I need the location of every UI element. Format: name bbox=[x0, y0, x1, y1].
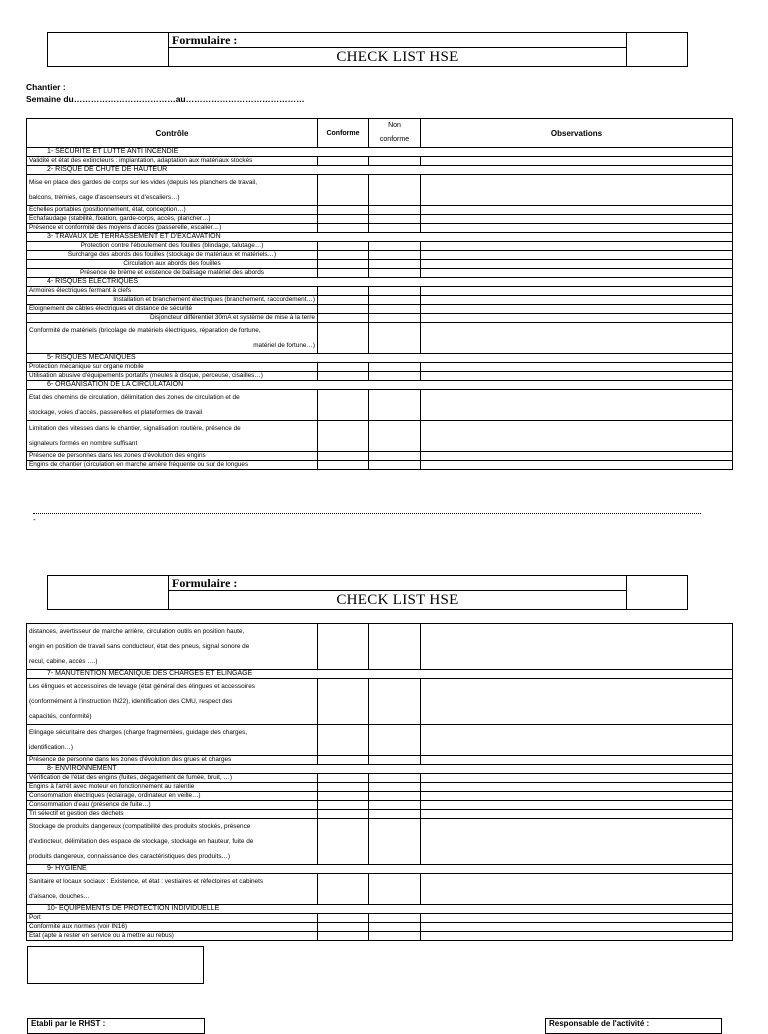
control-text: Echelles portables (positionnement, état, conception…) bbox=[29, 206, 186, 213]
control-text: Protection contre l'éboulement des fouilles (blindage, talutage…) bbox=[80, 242, 264, 249]
non-conforme-cell[interactable] bbox=[369, 323, 421, 354]
observation-cell[interactable] bbox=[421, 323, 733, 354]
section-row bbox=[27, 148, 733, 157]
control-text: matériel de fortune…) bbox=[253, 342, 315, 349]
control-item bbox=[27, 783, 318, 792]
non-conforme-cell[interactable] bbox=[369, 215, 421, 224]
col-header-non-conforme bbox=[369, 119, 421, 148]
checklist-row bbox=[27, 792, 733, 801]
non-conforme-cell[interactable] bbox=[369, 296, 421, 305]
control-text: Stockage de produits dangereux (compatibilité des produits stockés, présence bbox=[29, 823, 251, 830]
non-label: Non bbox=[388, 122, 401, 129]
form-label: Formulaire : bbox=[169, 576, 627, 591]
control-text: Installation et branchement électriques (branchement, raccordement…) bbox=[113, 296, 315, 303]
observation-cell[interactable] bbox=[421, 175, 733, 206]
non-conforme-cell[interactable] bbox=[369, 874, 421, 905]
observation-cell[interactable] bbox=[421, 874, 733, 905]
observation-cell[interactable] bbox=[421, 269, 733, 278]
non-conforme-cell[interactable] bbox=[369, 251, 421, 260]
non-conforme-cell[interactable] bbox=[369, 461, 421, 470]
conforme-cell[interactable] bbox=[318, 914, 369, 923]
control-text: recul, cabine, accès ….) bbox=[29, 658, 98, 665]
control-item bbox=[27, 624, 318, 670]
observation-cell[interactable] bbox=[421, 819, 733, 865]
observation-cell[interactable] bbox=[421, 792, 733, 801]
observation-cell[interactable] bbox=[421, 224, 733, 233]
control-text: Présence de personnes dans les zones d'évolution des engins bbox=[29, 452, 206, 459]
logo-box bbox=[48, 576, 169, 610]
checklist-row bbox=[27, 774, 733, 783]
non-conforme-cell[interactable] bbox=[369, 914, 421, 923]
control-text: Protection mécanique sur organe mobile bbox=[29, 363, 144, 370]
checklist-row bbox=[27, 251, 733, 260]
control-item bbox=[27, 157, 318, 166]
section-title: 2- RISQUE DE CHUTE DE HAUTEUR bbox=[27, 166, 733, 175]
section-title: 7- MANUTENTION MECANIQUE DES CHARGES ET ELINGAGE bbox=[27, 670, 733, 679]
observation-cell[interactable] bbox=[421, 314, 733, 323]
non-conforme-cell[interactable] bbox=[369, 287, 421, 296]
observation-cell[interactable] bbox=[421, 783, 733, 792]
checklist-row bbox=[27, 363, 733, 372]
control-text: signaleurs formés en nombre suffisant bbox=[29, 440, 138, 447]
observation-cell[interactable] bbox=[421, 810, 733, 819]
control-text: Etat (apte à rester en service ou à mettre au rebus) bbox=[29, 932, 174, 939]
signature-responsable: Responsable de l'activité : bbox=[545, 1018, 722, 1034]
control-item bbox=[27, 305, 318, 314]
control-item bbox=[27, 774, 318, 783]
conforme-cell[interactable] bbox=[318, 756, 369, 765]
control-text: distances, avertisseur de marche arrière, circulation outils en position haute, bbox=[29, 628, 245, 635]
non-conforme-cell[interactable] bbox=[369, 363, 421, 372]
ref-box bbox=[627, 576, 688, 610]
checklist-table-page2 bbox=[26, 623, 733, 941]
observation-cell[interactable] bbox=[421, 390, 733, 421]
conforme-cell[interactable] bbox=[318, 874, 369, 905]
control-item bbox=[27, 224, 318, 233]
conforme-cell[interactable] bbox=[318, 157, 369, 166]
non-conforme-cell[interactable] bbox=[369, 679, 421, 725]
control-text: balcons, trémies, cage d'ascenseurs et d'escaliers…) bbox=[29, 194, 180, 201]
notes-box bbox=[27, 946, 204, 984]
checklist-row bbox=[27, 874, 733, 905]
checklist-row bbox=[27, 783, 733, 792]
checklist-row bbox=[27, 287, 733, 296]
control-item bbox=[27, 801, 318, 810]
observation-cell[interactable] bbox=[421, 756, 733, 765]
conforme-cell[interactable] bbox=[318, 624, 369, 670]
control-text: Engins à l'arrêt avec moteur en fonctionnement au ralentie bbox=[29, 783, 195, 790]
checklist-row bbox=[27, 269, 733, 278]
conforme-cell[interactable] bbox=[318, 801, 369, 810]
conforme-cell[interactable] bbox=[318, 810, 369, 819]
observation-cell[interactable] bbox=[421, 679, 733, 725]
control-text: Circulation aux abords des fouilles bbox=[123, 260, 221, 267]
control-text: Validité et état des extincteurs : implantation, adaptation aux matériaux stockés bbox=[29, 157, 253, 164]
control-text: Conformité aux normes (voir IN16) bbox=[29, 923, 128, 930]
form-header-1 bbox=[47, 32, 688, 67]
control-item bbox=[27, 260, 318, 269]
observation-cell[interactable] bbox=[421, 624, 733, 670]
section-row bbox=[27, 381, 733, 390]
observation-cell[interactable] bbox=[421, 296, 733, 305]
section-row bbox=[27, 765, 733, 774]
non-conforme-cell[interactable] bbox=[369, 390, 421, 421]
checklist-row bbox=[27, 157, 733, 166]
control-item bbox=[27, 242, 318, 251]
control-text: d'extincteur, délimitation des espace de stockage, stockage en hauteur, fuite de bbox=[29, 838, 254, 845]
logo-box bbox=[48, 33, 169, 67]
checklist-row bbox=[27, 260, 733, 269]
control-item bbox=[27, 932, 318, 941]
conforme-cell[interactable] bbox=[318, 725, 369, 756]
conforme-cell[interactable] bbox=[318, 390, 369, 421]
non-conforme-cell[interactable] bbox=[369, 819, 421, 865]
observation-cell[interactable] bbox=[421, 801, 733, 810]
checklist-row bbox=[27, 923, 733, 932]
conforme-cell[interactable] bbox=[318, 206, 369, 215]
control-text: Les élingues et accessoires de levage (état général des élingues et accessoires bbox=[29, 683, 255, 690]
col-header-conforme: Conforme bbox=[318, 119, 369, 148]
section-row bbox=[27, 233, 733, 242]
non-conforme-cell[interactable] bbox=[369, 314, 421, 323]
checklist-row bbox=[27, 305, 733, 314]
control-text: Armoires électriques fermant à clefs bbox=[29, 287, 131, 294]
observation-cell[interactable] bbox=[421, 260, 733, 269]
conforme-cell[interactable] bbox=[318, 314, 369, 323]
control-item bbox=[27, 390, 318, 421]
col-header-observations: Observations bbox=[421, 119, 733, 148]
control-text: stockage, voies d'accès, passerelles et plateformes de travail bbox=[29, 409, 203, 416]
conforme-cell[interactable] bbox=[318, 363, 369, 372]
checklist-row bbox=[27, 810, 733, 819]
non-conforme-cell[interactable] bbox=[369, 452, 421, 461]
checklist-row bbox=[27, 819, 733, 865]
section-row bbox=[27, 670, 733, 679]
control-text: identification…) bbox=[29, 744, 74, 751]
checklist-body-page1 bbox=[27, 148, 733, 470]
checklist-row bbox=[27, 624, 733, 670]
observation-cell[interactable] bbox=[421, 305, 733, 314]
non-conforme-cell[interactable] bbox=[369, 242, 421, 251]
conforme-cell[interactable] bbox=[318, 269, 369, 278]
control-text: produits dangereux, connaissance des caractéristiques des produits…) bbox=[29, 853, 231, 860]
observation-cell[interactable] bbox=[421, 932, 733, 941]
control-item bbox=[27, 372, 318, 381]
checklist-row bbox=[27, 461, 733, 470]
control-text: Elingage sécuritaire des charges (charge fragmentées, guidage des charges, bbox=[29, 729, 248, 736]
col-header-controle: Contrôle bbox=[27, 119, 318, 148]
control-item bbox=[27, 287, 318, 296]
conforme-cell[interactable] bbox=[318, 792, 369, 801]
non-conforme-cell[interactable] bbox=[369, 756, 421, 765]
control-text: Surcharge des abords des fouilles (stockage de matériaux et matériels…) bbox=[67, 251, 277, 258]
section-title: 4- RISQUES ELECTRIQUES bbox=[27, 278, 733, 287]
control-text: Eloignement de câbles électriques et distance de sécurité bbox=[29, 305, 193, 312]
control-text: capacités, conformité) bbox=[29, 713, 92, 720]
control-text: Limitation des vitesses dans le chantier, signalisation routière, présence de bbox=[29, 425, 241, 432]
form-title: CHECK LIST HSE bbox=[169, 591, 627, 610]
non-conforme-cell[interactable] bbox=[369, 792, 421, 801]
control-text: Tri sélectif et gestion des déchets bbox=[29, 810, 124, 817]
observation-cell[interactable] bbox=[421, 452, 733, 461]
observation-cell[interactable] bbox=[421, 725, 733, 756]
section-title: 10- EQUIPEMENTS DE PROTECTION INDIVIDUELLE bbox=[27, 905, 733, 914]
conforme-cell[interactable] bbox=[318, 175, 369, 206]
conforme-cell[interactable] bbox=[318, 774, 369, 783]
conforme-cell[interactable] bbox=[318, 679, 369, 725]
non-conforme-cell[interactable] bbox=[369, 269, 421, 278]
divider-dash: - bbox=[33, 515, 36, 524]
section-title: 3- TRAVAUX DE TERRASSEMENT ET D'EXCAVATION bbox=[27, 233, 733, 242]
conforme-cell[interactable] bbox=[318, 923, 369, 932]
control-item bbox=[27, 679, 318, 725]
conforme-cell[interactable] bbox=[318, 421, 369, 452]
checklist-row bbox=[27, 679, 733, 725]
section-title: 5- RISQUES MECANIQUES bbox=[27, 354, 733, 363]
control-item bbox=[27, 215, 318, 224]
conforme-cell[interactable] bbox=[318, 215, 369, 224]
observation-cell[interactable] bbox=[421, 421, 733, 452]
observation-cell[interactable] bbox=[421, 242, 733, 251]
control-item bbox=[27, 819, 318, 865]
conforme-cell[interactable] bbox=[318, 461, 369, 470]
form-header-2 bbox=[47, 575, 688, 610]
observation-cell[interactable] bbox=[421, 157, 733, 166]
control-text: Conformité de matériels (bricolage de matériels électriques, réparation de fortune, bbox=[29, 327, 261, 334]
section-row bbox=[27, 905, 733, 914]
conforme-cell[interactable] bbox=[318, 224, 369, 233]
non-conforme-cell[interactable] bbox=[369, 260, 421, 269]
checklist-row bbox=[27, 323, 733, 354]
section-row bbox=[27, 166, 733, 175]
checklist-row bbox=[27, 914, 733, 923]
conforme-cell[interactable] bbox=[318, 242, 369, 251]
observation-cell[interactable] bbox=[421, 215, 733, 224]
control-text: Engins de chantier (circulation en marche arrière fréquente ou sur de longues bbox=[29, 461, 249, 468]
checklist-row bbox=[27, 242, 733, 251]
observation-cell[interactable] bbox=[421, 923, 733, 932]
checklist-row bbox=[27, 932, 733, 941]
non-conforme-cell[interactable] bbox=[369, 224, 421, 233]
non-conforme-cell[interactable] bbox=[369, 157, 421, 166]
control-text: Etat des chemins de circulation, délimitation des zones de circulation et de bbox=[29, 394, 240, 401]
control-text: Utilisation abusive d'équipements portatifs (meules à disque, perceuse, cisailles…) bbox=[29, 372, 263, 379]
non-conforme-cell[interactable] bbox=[369, 421, 421, 452]
control-item bbox=[27, 175, 318, 206]
non-conforme-cell[interactable] bbox=[369, 774, 421, 783]
conforme-cell[interactable] bbox=[318, 452, 369, 461]
checklist-body-page2 bbox=[27, 624, 733, 941]
signature-rhst: Etabli par le RHST : bbox=[27, 1018, 205, 1034]
control-item bbox=[27, 461, 318, 470]
control-item bbox=[27, 725, 318, 756]
checklist-row bbox=[27, 224, 733, 233]
checklist-row bbox=[27, 725, 733, 756]
page-divider bbox=[33, 513, 701, 514]
conforme-cell[interactable] bbox=[318, 323, 369, 354]
checklist-row bbox=[27, 175, 733, 206]
control-item bbox=[27, 421, 318, 452]
non-conforme-cell[interactable] bbox=[369, 783, 421, 792]
conforme-cell[interactable] bbox=[318, 296, 369, 305]
control-text: Présence de brème et existence de balisage matériel des abords bbox=[79, 269, 264, 276]
control-text: Présence de personne dans les zones d'évolution des grues et charges bbox=[29, 756, 232, 763]
section-row bbox=[27, 865, 733, 874]
observation-cell[interactable] bbox=[421, 461, 733, 470]
non-conforme-cell[interactable] bbox=[369, 801, 421, 810]
control-text: Mise en place des gardes de corps sur les vides (depuis les planchers de travail, bbox=[29, 179, 258, 186]
conforme-cell[interactable] bbox=[318, 251, 369, 260]
control-text: engin en position de travail sans conducteur, état des pneus, signal sonore de bbox=[29, 643, 250, 650]
control-text: (conformément à l'instruction IN22), identification des CMU, respect des bbox=[29, 698, 233, 705]
control-text: Disjoncteur différentiel 30mA et système de mise à la terre bbox=[149, 314, 315, 321]
checklist-row bbox=[27, 801, 733, 810]
control-item bbox=[27, 269, 318, 278]
checklist-row bbox=[27, 296, 733, 305]
non-conforme-cell[interactable] bbox=[369, 923, 421, 932]
control-item bbox=[27, 296, 318, 305]
control-item bbox=[27, 314, 318, 323]
checklist-row bbox=[27, 452, 733, 461]
conforme-cell[interactable] bbox=[318, 287, 369, 296]
control-text: Consommation d'eau (présence de fuite…) bbox=[29, 801, 151, 808]
chantier-label: Chantier : bbox=[26, 82, 66, 92]
conforme-cell[interactable] bbox=[318, 305, 369, 314]
control-item bbox=[27, 323, 318, 354]
control-text: Sanitaire et locaux sociaux : Existence, et état : vestiaires et réfectoires et cabinets bbox=[29, 878, 264, 885]
checklist-row bbox=[27, 390, 733, 421]
non-conforme-cell[interactable] bbox=[369, 372, 421, 381]
section-row bbox=[27, 354, 733, 363]
non-conforme-cell[interactable] bbox=[369, 725, 421, 756]
non-conforme-cell[interactable] bbox=[369, 175, 421, 206]
non-conforme-cell[interactable] bbox=[369, 305, 421, 314]
semaine-label: Semaine du………………………………au…………………………………… bbox=[26, 94, 305, 104]
form-label: Formulaire : bbox=[169, 33, 627, 48]
control-item bbox=[27, 923, 318, 932]
section-title: 1- SECURITE ET LUTTE ANTI INCENDIE bbox=[27, 148, 733, 157]
conforme-cell[interactable] bbox=[318, 260, 369, 269]
control-item bbox=[27, 792, 318, 801]
section-row bbox=[27, 278, 733, 287]
ref-box bbox=[627, 33, 688, 67]
control-text: d'aisance, douches… bbox=[29, 893, 90, 900]
control-item bbox=[27, 810, 318, 819]
control-item bbox=[27, 251, 318, 260]
observation-cell[interactable] bbox=[421, 206, 733, 215]
checklist-table-page1 bbox=[26, 118, 733, 470]
chantier-info bbox=[26, 81, 305, 105]
observation-cell[interactable] bbox=[421, 287, 733, 296]
non-conforme-cell[interactable] bbox=[369, 624, 421, 670]
control-text: Port bbox=[29, 914, 41, 921]
conforme-cell[interactable] bbox=[318, 819, 369, 865]
checklist-row bbox=[27, 421, 733, 452]
checklist-row bbox=[27, 206, 733, 215]
section-title: 8- ENVIRONNEMENT bbox=[27, 765, 733, 774]
conforme-cell[interactable] bbox=[318, 783, 369, 792]
observation-cell[interactable] bbox=[421, 363, 733, 372]
checklist-row bbox=[27, 372, 733, 381]
observation-cell[interactable] bbox=[421, 372, 733, 381]
conforme-cell[interactable] bbox=[318, 932, 369, 941]
control-text: Echafaudage (stabilité, fixation, garde-corps, accès, plancher…) bbox=[29, 215, 211, 222]
control-text: Consommation électriques (éclairage, ordinateur en veille…) bbox=[29, 792, 201, 799]
control-item bbox=[27, 363, 318, 372]
control-item bbox=[27, 452, 318, 461]
control-text: Présence et conformité des moyens d'accès (passerelle, escalier…) bbox=[29, 224, 222, 231]
checklist-row bbox=[27, 215, 733, 224]
conforme-label: conforme bbox=[379, 136, 410, 143]
non-conforme-cell[interactable] bbox=[369, 810, 421, 819]
checklist-row bbox=[27, 756, 733, 765]
observation-cell[interactable] bbox=[421, 774, 733, 783]
section-title: 6- ORGANISATION DE LA CIRCULATAION bbox=[27, 381, 733, 390]
checklist-row bbox=[27, 314, 733, 323]
control-item bbox=[27, 874, 318, 905]
non-conforme-cell[interactable] bbox=[369, 206, 421, 215]
form-title: CHECK LIST HSE bbox=[169, 48, 627, 67]
control-item bbox=[27, 206, 318, 215]
non-conforme-cell[interactable] bbox=[369, 932, 421, 941]
control-text: Vérification de l'état des engins (fuites, dégagement de fumée, bruit, …) bbox=[29, 774, 232, 781]
control-item bbox=[27, 914, 318, 923]
control-item bbox=[27, 756, 318, 765]
observation-cell[interactable] bbox=[421, 251, 733, 260]
section-title: 9- HYGIENE bbox=[27, 865, 733, 874]
conforme-cell[interactable] bbox=[318, 372, 369, 381]
observation-cell[interactable] bbox=[421, 914, 733, 923]
